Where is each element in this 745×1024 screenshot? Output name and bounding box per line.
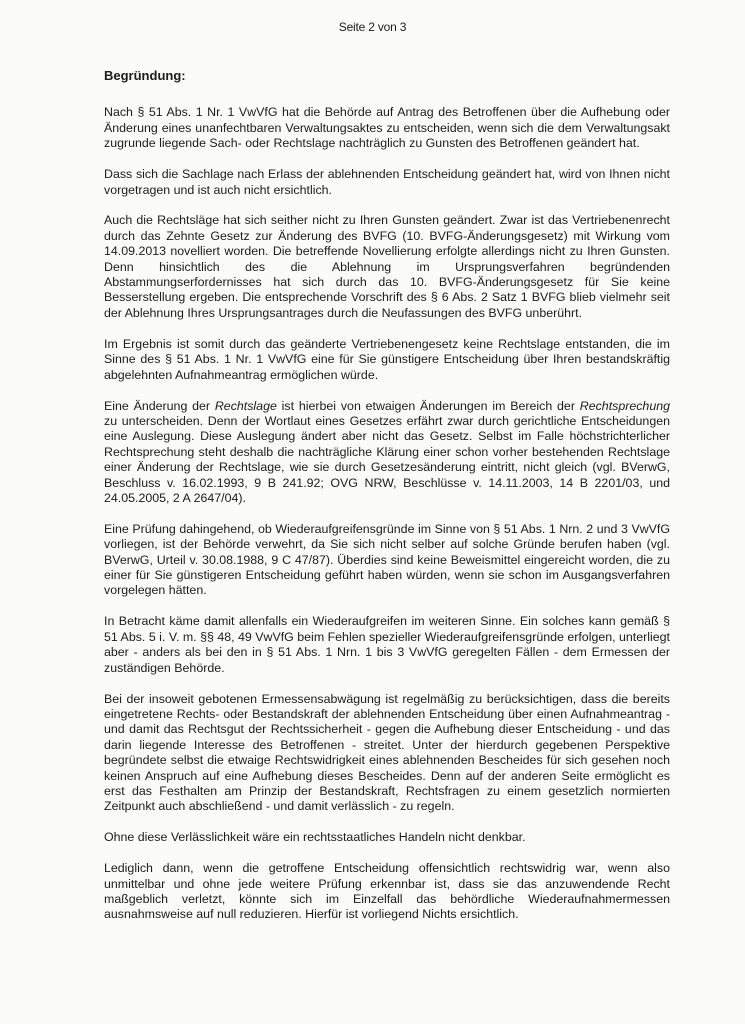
paragraph-text: zu unterscheiden. Denn der Wortlaut eines Gesetzes erfährt zwar durch gerichtliche Entscheidungen eine Auslegung. Diese Auslegung ändert aber nicht das Gesetz. Selbst im Falle höchstrichterlicher Rechtsprechung steht deshalb die nachträgliche Klärung einer schon vorher bestehenden Rechtslage einer Änderung der Rechtslage, wie sie durch Gesetzesänderung eintritt, nicht gleich (vgl. BVerwG, Beschluss v. 16.02.1993, 9 B 241.92; OVG NRW, Beschlüsse v. 14.11.2003, 14 B 2201/03, und 24.05.2005, 2 A 2647/04).	[104, 413, 670, 505]
paragraph-text: Eine Prüfung dahingehend, ob Wiederaufgreifensgründe im Sinne von § 51 Abs. 1 Nrn. 2 und 3 VwVfG vorliegen, ist der Behörde verwehrt, da Sie sich nicht selber auf solche Gründe berufen haben (vgl. BVerwG, Urteil v. 30.08.1988, 9 C 47/87). Überdies sind keine Beweismittel eingereicht worden, die zu einer für Sie günstigeren Entscheidung geführt haben würden, wenn sie schon im Ausgangsverfahren vorgelegen hätten.	[104, 521, 670, 598]
paragraph-text: ist hierbei von etwaigen Änderungen im Bereich der	[276, 398, 580, 413]
paragraph-10	[104, 861, 670, 923]
paragraph-text: Nach § 51 Abs. 1 Nr. 1 VwVfG hat die Behörde auf Antrag des Betroffenen über die Aufhebung oder Änderung eines unanfechtbaren Verwaltungsaktes zu entscheiden, wenn sich die dem Verwaltungsakt zugrunde liegende Sach- oder Rechtslage nachträglich zu Gunsten des Betroffenen geändert hat.	[104, 105, 670, 151]
paragraph-4	[104, 337, 670, 383]
paragraph-text: Dass sich die Sachlage nach Erlass der ablehnenden Entscheidung geändert hat, wird von Ihnen nicht vorgetragen und ist auch nicht ersichtlich.	[104, 167, 670, 197]
page-number: Seite 2 von 3	[338, 20, 407, 34]
paragraph-text: Auch die Rechtsläge hat sich seither nicht zu Ihren Gunsten geändert. Zwar ist das Vertriebenenrecht durch das Zehnte Gesetz zur Änderung des BVFG (10. BVFG-Änderungsgesetz) mit Wirkung vom 14.09.2013 novelliert worden. Die betreffende Novellierung erfolgte allerdings nicht zu Ihren Gunsten. Denn hinsichtlich des die Ablehnung im Ursprungsverfahren begründenden Abstammungserfordernisses hat sich durch das 10. BVFG-Änderungsgesetz für Sie keine Besserstellung ergeben. Die entsprechende Vorschrift des § 6 Abs. 2 Satz 1 BVFG blieb vielmehr seit der Ablehnung Ihres Ursprungsantrages durch die Neufassungen des BVFG unberührt.	[104, 213, 670, 320]
paragraph-7	[104, 614, 670, 676]
paragraph-list	[104, 105, 670, 922]
paragraph-text: Bei der insoweit gebotenen Ermessensabwägung ist regelmäßig zu berücksichtigen, dass die bereits eingetretene Rechts- oder Bestandskraft der ablehnenden Entscheidung über einen Aufnahmeantrag - und damit das Rechtsgut der Rechtssicherheit - gegen die Aufhebung dieser Entscheidung - und das darin liegende Interesse des Betroffenen - streitet. Unter der hierdurch gegebenen Perspektive begründete selbst die etwaige Rechtswidrigkeit eines ablehnenden Bescheides für sich gesehen noch keinen Anspruch auf eine Aufhebung dieses Bescheides. Denn auf der anderen Seite ermöglicht es erst das Festhalten am Prinzip der Bestandskraft, Rechtsfragen zu einem gesetzlich normierten Zeitpunkt auch abschließend - und damit verlässlich - zu regeln.	[104, 691, 670, 814]
paragraph-text: Ohne diese Verlässlichkeit wäre ein rechtsstaatliches Handeln nicht denkbar.	[104, 830, 526, 845]
document-body	[104, 68, 670, 938]
paragraph-1	[104, 105, 670, 151]
paragraph-5	[104, 399, 670, 507]
paragraph-6	[104, 522, 670, 599]
paragraph-text: Im Ergebnis ist somit durch das geänderte Vertriebenengesetz keine Rechtslage entstanden, die im Sinne des § 51 Abs. 1 Nr. 1 VwVfG eine für Sie günstigere Entscheidung über Ihren bestandskräftig abgelehnten Aufnahmeantrag ermöglichen würde.	[104, 336, 670, 382]
section-heading: Begründung:	[104, 68, 186, 83]
emphasis-text: Rechtsprechung	[579, 398, 670, 413]
paragraph-text: In Betracht käme damit allenfalls ein Wiederaufgreifen im weiteren Sinne. Ein solches kann gemäß § 51 Abs. 5 i. V. m. §§ 48, 49 VwVfG beim Fehlen spezieller Wiederaufgreifensgründe erfolgen, unterliegt aber - anders als bei den in § 51 Abs. 1 Nrn. 1 bis 3 VwVfG geregelten Fällen - dem Ermessen der zuständigen Behörde.	[104, 614, 670, 675]
paragraph-3	[104, 213, 670, 321]
paragraph-text: Lediglich dann, wenn die getroffene Entscheidung offensichtlich rechtswidrig war, wenn also unmittelbar und ohne jede weitere Prüfung erkennbar ist, dass sie das anzuwendende Recht maßgeblich verletzt, könnte sich im Einzelfall das behördliche Wiederaufnahmermessen ausnahmsweise auf null reduzieren. Hierfür ist vorliegend Nichts ersichtlich.	[104, 861, 670, 922]
emphasis-text: Rechtslage	[214, 398, 277, 413]
paragraph-9	[104, 830, 670, 845]
paragraph-2	[104, 167, 670, 198]
paragraph-text: Eine Änderung der	[104, 398, 215, 413]
paragraph-8	[104, 692, 670, 815]
